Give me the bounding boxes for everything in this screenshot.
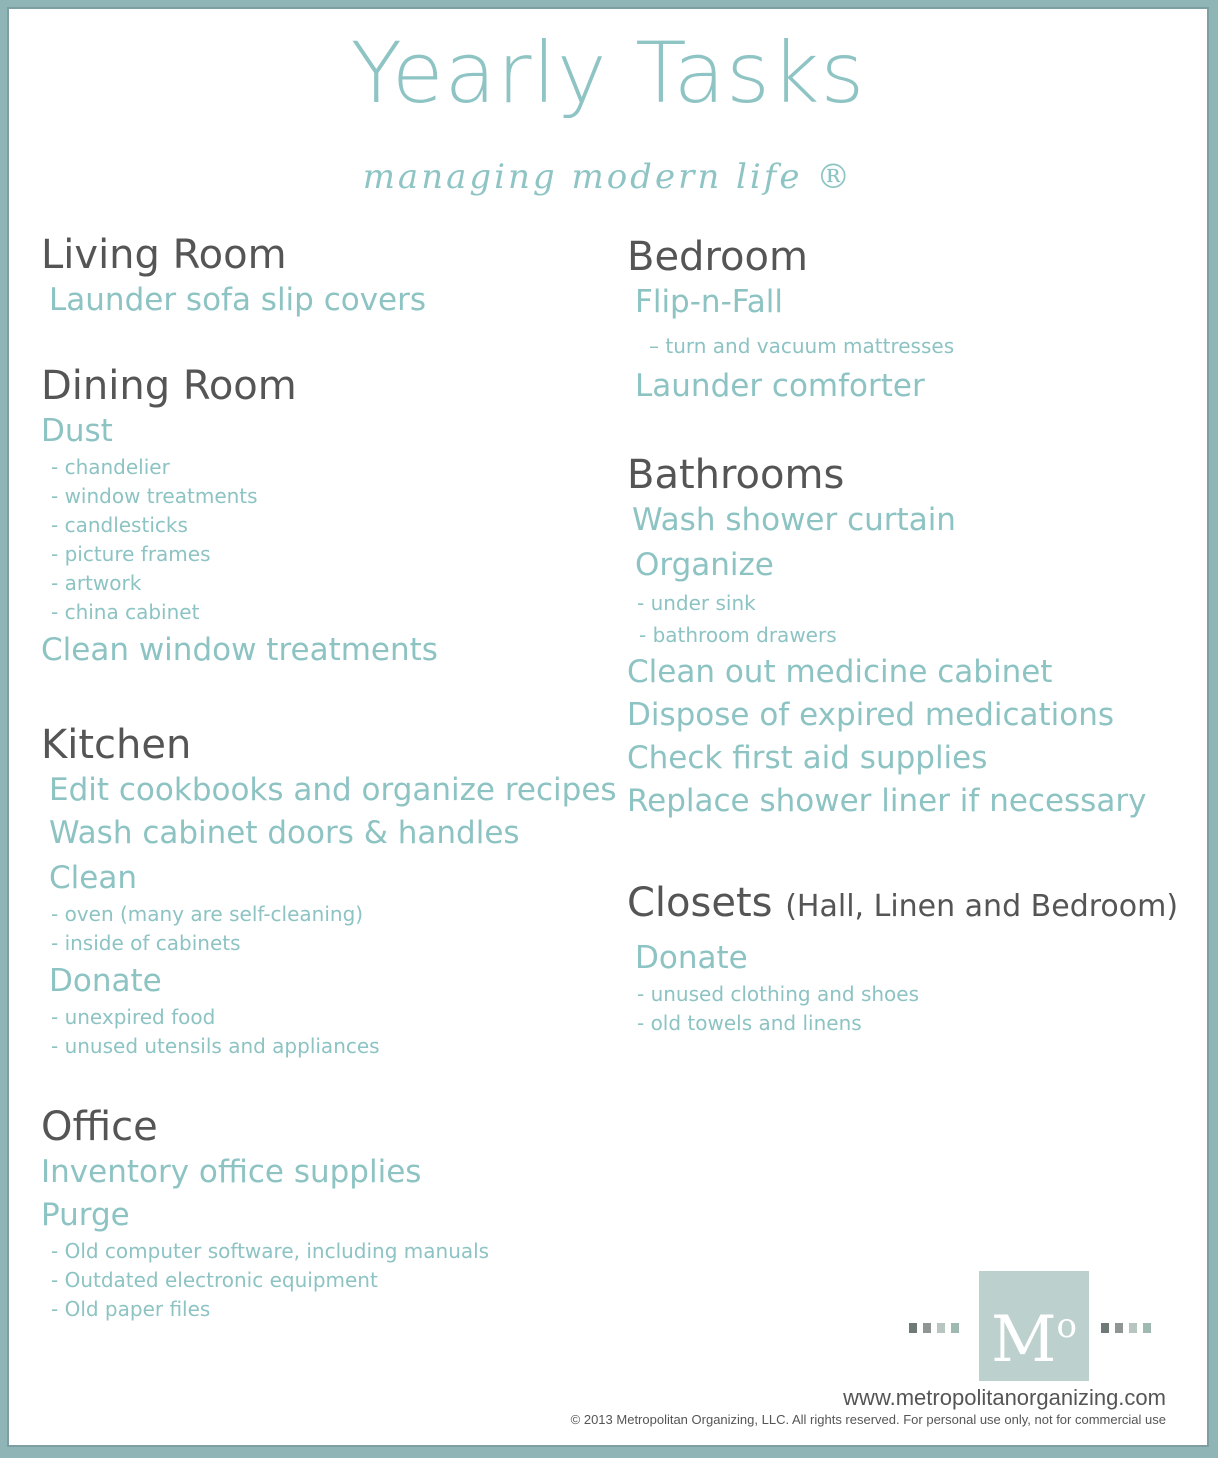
subtask-item: - unexpired food bbox=[51, 1005, 216, 1029]
subtask-item: - oven (many are self-cleaning) bbox=[51, 902, 364, 926]
office-heading: Office bbox=[41, 1104, 158, 1150]
task-item: Wash shower curtain bbox=[632, 502, 956, 538]
logo-square bbox=[923, 1323, 931, 1333]
task-item: Launder sofa slip covers bbox=[49, 282, 427, 318]
page-title: Yearly Tasks bbox=[350, 24, 866, 122]
company-logo bbox=[909, 1271, 1169, 1383]
logo-square bbox=[951, 1323, 959, 1333]
subtask-item: - unused utensils and appliances bbox=[51, 1034, 380, 1058]
living-room-section bbox=[41, 231, 426, 322]
task-item: Launder comforter bbox=[635, 368, 925, 404]
task-item: Clean window treatments bbox=[41, 632, 438, 668]
closets-section bbox=[627, 879, 1178, 1038]
task-item: Organize bbox=[635, 547, 774, 583]
task-item: Donate bbox=[635, 940, 748, 976]
logo-square bbox=[1143, 1323, 1151, 1333]
task-item: Donate bbox=[49, 963, 162, 999]
task-item: Dispose of expired medications bbox=[627, 697, 1115, 733]
subtask-item: - artwork bbox=[51, 571, 142, 595]
logo-monogram: $M^o$ bbox=[979, 1271, 1089, 1381]
subtask-item: - bathroom drawers bbox=[639, 623, 837, 647]
copyright-notice: © 2013 Metropolitan Organizing, LLC. All rights reserved. For personal use only, not for commercial use bbox=[570, 1412, 1166, 1427]
subtask-item: - candlesticks bbox=[51, 513, 188, 537]
subtask-item: - inside of cabinets bbox=[51, 931, 241, 955]
task-item: Purge bbox=[41, 1197, 130, 1233]
website-url: www.metropolitanorganizing.com bbox=[843, 1385, 1166, 1410]
dining-room-section bbox=[41, 362, 438, 672]
subtask-item: - under sink bbox=[637, 591, 756, 615]
task-item: Inventory office supplies bbox=[41, 1154, 422, 1190]
task-item: Dust bbox=[41, 413, 113, 449]
subtask-item: - Old computer software, including manuals bbox=[51, 1239, 490, 1263]
closets-heading-note: (Hall, Linen and Bedroom) bbox=[785, 889, 1179, 924]
kitchen-heading: Kitchen bbox=[41, 722, 192, 768]
subtask-item: - unused clothing and shoes bbox=[637, 982, 920, 1006]
subtask-item: - chandelier bbox=[51, 455, 170, 479]
subtask-item: - Outdated electronic equipment bbox=[51, 1268, 378, 1292]
page-subtitle: managing modern life ® bbox=[362, 157, 854, 197]
logo-square bbox=[1101, 1323, 1109, 1333]
living-room-heading: Living Room bbox=[41, 232, 287, 278]
logo-square bbox=[1129, 1323, 1137, 1333]
subtask-item: - picture frames bbox=[51, 542, 211, 566]
subtask-item: - window treatments bbox=[51, 484, 258, 508]
dining-room-heading: Dining Room bbox=[41, 363, 297, 409]
task-item: Clean bbox=[49, 860, 137, 896]
closets-heading: Closets bbox=[627, 880, 773, 926]
subtask-item: - Old paper files bbox=[51, 1297, 211, 1321]
task-item: Flip-n-Fall bbox=[635, 284, 783, 320]
bedroom-heading: Bedroom bbox=[627, 234, 808, 280]
kitchen-section bbox=[41, 721, 617, 1061]
subtask-item: - old towels and linens bbox=[637, 1011, 862, 1035]
task-item: Wash cabinet doors & handles bbox=[49, 815, 520, 851]
bathrooms-heading: Bathrooms bbox=[627, 452, 845, 498]
office-section bbox=[41, 1103, 489, 1324]
logo-square bbox=[937, 1323, 945, 1333]
task-item: Check first aid supplies bbox=[627, 740, 988, 776]
page bbox=[7, 7, 1209, 1447]
task-item: Replace shower liner if necessary bbox=[627, 783, 1147, 819]
subtask-item: – turn and vacuum mattresses bbox=[649, 334, 955, 358]
task-item: Edit cookbooks and organize recipes bbox=[49, 772, 617, 808]
subtask-item: - china cabinet bbox=[51, 600, 200, 624]
bathrooms-section bbox=[627, 451, 1146, 823]
logo-square bbox=[909, 1323, 917, 1333]
task-item: Clean out medicine cabinet bbox=[627, 654, 1053, 690]
bedroom-section bbox=[627, 233, 954, 408]
logo-square bbox=[1115, 1323, 1123, 1333]
